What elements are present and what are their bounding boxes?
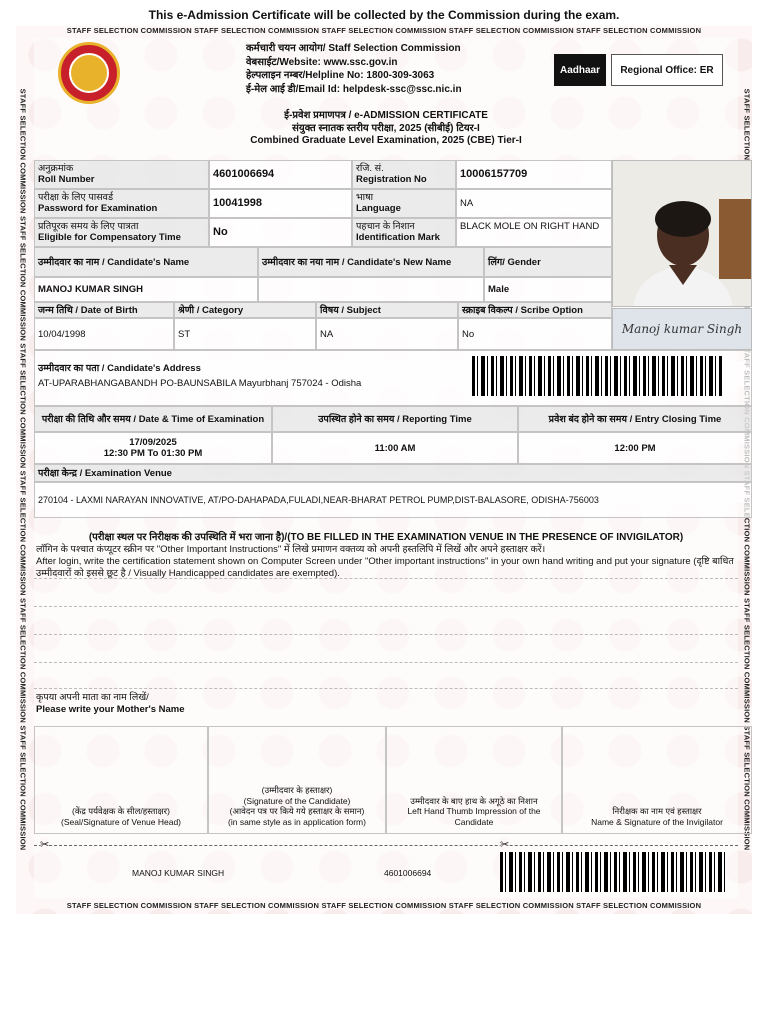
instructions-hindi: लॉगिन के पश्चात कंप्यूटर स्क्रीन पर "Other Important Instructions" में लिखे प्रमाणन वक्तव्य को अपनी हस्तलिपि में लिखें और अपने हस्ताक्षर करें। bbox=[36, 544, 546, 555]
dob-value: 10/04/1998 bbox=[34, 318, 174, 350]
admission-certificate bbox=[16, 26, 752, 914]
cand-sign-note-hindi: (आवेदन पत्र पर किये गये हस्ताक्षर के समान) bbox=[229, 806, 365, 816]
scissors-icon: ✂ bbox=[500, 839, 510, 851]
exam-date-value bbox=[34, 432, 272, 464]
new-name-label: उम्मीदवार का नया नाम / Candidate's New Name bbox=[258, 247, 484, 277]
watermark-strip-top: STAFF SELECTION COMMISSION STAFF SELECTION COMMISSION STAFF SELECTION COMMISSION STAFF SELECTION COMMISSION STAFF SELECTION COMMISSION bbox=[66, 26, 702, 35]
reporting-time-value: 11:00 AM bbox=[272, 432, 518, 464]
cand-sign-english: (Signature of the Candidate) bbox=[243, 795, 351, 806]
language-label: भाषा Language bbox=[352, 189, 456, 218]
watermark-strip-bottom: STAFF SELECTION COMMISSION STAFF SELECTION COMMISSION STAFF SELECTION COMMISSION STAFF SELECTION COMMISSION STAFF SELECTION COMMISSION bbox=[66, 901, 702, 910]
venue-value: 270104 - LAXMI NARAYAN INNOVATIVE, AT/PO-DAHAPADA,FULADI,NEAR-BHARAT PETROL PUMP,DIST-BALASORE, ODISHA-756003 bbox=[34, 482, 752, 518]
org-helpline: हेल्पलाइन नम्बर/Helpline No: 1800-309-3063 bbox=[246, 70, 435, 81]
scribe-value: No bbox=[458, 318, 612, 350]
gender-label: लिंग/ Gender bbox=[484, 247, 612, 277]
language-value: NA bbox=[456, 189, 612, 218]
venue-head-seal-box bbox=[34, 726, 208, 834]
scissors-icon: ✂ bbox=[40, 839, 50, 851]
candidate-name-value: MANOJ KUMAR SINGH bbox=[34, 277, 258, 302]
exam-title-english: Combined Graduate Level Examination, 2025 (CBE) Tier-I bbox=[250, 135, 522, 146]
invig-label-english: Name & Signature of the Invigilator bbox=[591, 816, 723, 827]
registration-value: 10006157709 bbox=[456, 160, 612, 189]
footer-barcode bbox=[500, 852, 726, 892]
compensatory-label: प्रतिपूरक समय के लिए पात्रता Eligible for Compensatory Time bbox=[34, 218, 209, 247]
new-name-value bbox=[258, 277, 484, 302]
candidate-signature: Manoj kumar Singh bbox=[612, 308, 752, 350]
gender-value: Male bbox=[484, 277, 612, 302]
cand-sign-hindi: (उम्मीदवार के हस्ताक्षर) bbox=[261, 785, 333, 795]
dob-label: जन्म तिथि / Date of Birth bbox=[34, 302, 174, 318]
reporting-time-label: उपस्थित होने का समय / Reporting Time bbox=[272, 406, 518, 432]
writing-line bbox=[34, 606, 738, 607]
entry-closing-value: 12:00 PM bbox=[518, 432, 752, 464]
instructions bbox=[34, 532, 738, 580]
mother-name-hindi: कृपया अपनी माता का नाम लिखें/ bbox=[36, 692, 149, 703]
exam-date: 17/09/2025 bbox=[129, 437, 177, 448]
roll-number-label: अनुक्रमांक Roll Number bbox=[34, 160, 209, 189]
scribe-label: स्क्राइब विकल्प / Scribe Option bbox=[458, 302, 612, 318]
ssc-emblem-icon bbox=[58, 42, 120, 104]
registration-label: रजि. सं. Registration No bbox=[352, 160, 456, 189]
org-email: ई-मेल आई डी/Email Id: helpdesk-ssc@ssc.nic.in bbox=[246, 83, 462, 95]
invig-label-hindi: निरीक्षक का नाम एवं हस्ताक्षर bbox=[612, 806, 702, 816]
certificate-titles bbox=[34, 110, 738, 148]
org-name: कर्मचारी चयन आयोग/ Staff Selection Commission bbox=[246, 43, 461, 54]
exam-date-label: परीक्षा की तिथि और समय / Date & Time of Examination bbox=[34, 406, 272, 432]
cut-line bbox=[34, 845, 738, 846]
footer-roll-number: 4601006694 bbox=[384, 868, 432, 878]
identification-value: BLACK MOLE ON RIGHT HAND bbox=[456, 218, 612, 247]
entry-closing-label: प्रवेश बंद होने का समय / Entry Closing Time bbox=[518, 406, 752, 432]
address-label: उम्मीदवार का पता / Candidate's Address bbox=[38, 363, 201, 374]
identification-label: पहचान के निशान Identification Mark bbox=[352, 218, 456, 247]
exam-title-hindi: संयुक्त स्नातक स्तरीय परीक्षा, 2025 (सीबीई) टियर-I bbox=[292, 122, 480, 134]
roll-number-value: 4601006694 bbox=[209, 160, 352, 189]
regional-office: Regional Office: ER bbox=[611, 54, 723, 86]
writing-line bbox=[34, 634, 738, 635]
candidate-name-label: उम्मीदवार का नाम / Candidate's Name bbox=[34, 247, 258, 277]
writing-line bbox=[34, 578, 738, 579]
instructions-heading: (परीक्षा स्थल पर निरीक्षक की उपस्थिति में भरा जाना है)/(TO BE FILLED IN THE EXAMINATION VENUE IN THE PRESENCE OF INVIGILATOR) bbox=[88, 532, 684, 543]
exam-time: 12:30 PM To 01:30 PM bbox=[103, 448, 203, 459]
org-info bbox=[246, 42, 462, 96]
cand-sign-note-english: (in same style as in application form) bbox=[228, 816, 366, 827]
certificate-title: ई-प्रवेश प्रमाणपत्र / e-ADMISSION CERTIFICATE bbox=[284, 110, 488, 121]
collection-note: This e-Admission Certificate will be collected by the Commission during the exam. bbox=[148, 8, 620, 22]
writing-line bbox=[34, 688, 738, 689]
mother-name-prompt bbox=[34, 692, 752, 716]
address-barcode bbox=[472, 356, 722, 396]
invigilator-signature-box bbox=[562, 726, 752, 834]
thumb-label-english: Left Hand Thumb Impression of the Candidate bbox=[407, 806, 541, 827]
mother-name-english: Please write your Mother's Name bbox=[36, 704, 185, 715]
category-value: ST bbox=[174, 318, 316, 350]
footer-candidate-name: MANOJ KUMAR SINGH bbox=[132, 868, 225, 878]
candidate-photo bbox=[612, 160, 752, 307]
writing-line bbox=[34, 662, 738, 663]
aadhaar-badge: Aadhaar bbox=[554, 54, 606, 86]
subject-label: विषय / Subject bbox=[316, 302, 458, 318]
thumb-label-hindi: उम्मीदवार के बाए हाथ के अगूठे का निशान bbox=[410, 795, 538, 806]
venue-label: परीक्षा केन्द्र / Examination Venue bbox=[34, 464, 752, 482]
instructions-english: After login, write the certification statement shown on Computer Screen under "Other important instructions" in your own hand writing and put your signature (दृष्टि बाधित उम्मीदवारों को इससे छूट है / Visually Handicapped candidates are exempted). bbox=[36, 556, 734, 579]
seal-label-hindi: (केंद्र पर्यवेक्षक के सील/हस्ताक्षर) bbox=[72, 806, 170, 816]
org-website: वेबसाईट/Website: www.ssc.gov.in bbox=[246, 56, 398, 68]
compensatory-value: No bbox=[209, 218, 352, 247]
subject-value: NA bbox=[316, 318, 458, 350]
category-label: श्रेणी / Category bbox=[174, 302, 316, 318]
password-label: परीक्षा के लिए पासवर्ड Password for Examination bbox=[34, 189, 209, 218]
address-value: AT-UPARABHANGABANDH PO-BAUNSABILA Mayurbhanj 757024 - Odisha bbox=[38, 378, 362, 389]
seal-label-english: (Seal/Signature of Venue Head) bbox=[60, 816, 182, 827]
thumb-impression-box bbox=[386, 726, 562, 834]
watermark-strip-left: STAFF SELECTION COMMISSION STAFF SELECTION COMMISSION STAFF SELECTION COMMISSION STAFF SELECTION COMMISSION STAFF SELECTION COMMISSION STAFF SELECTION COMMISSION bbox=[18, 88, 28, 851]
candidate-signature-box bbox=[208, 726, 386, 834]
password-value: 10041998 bbox=[209, 189, 352, 218]
